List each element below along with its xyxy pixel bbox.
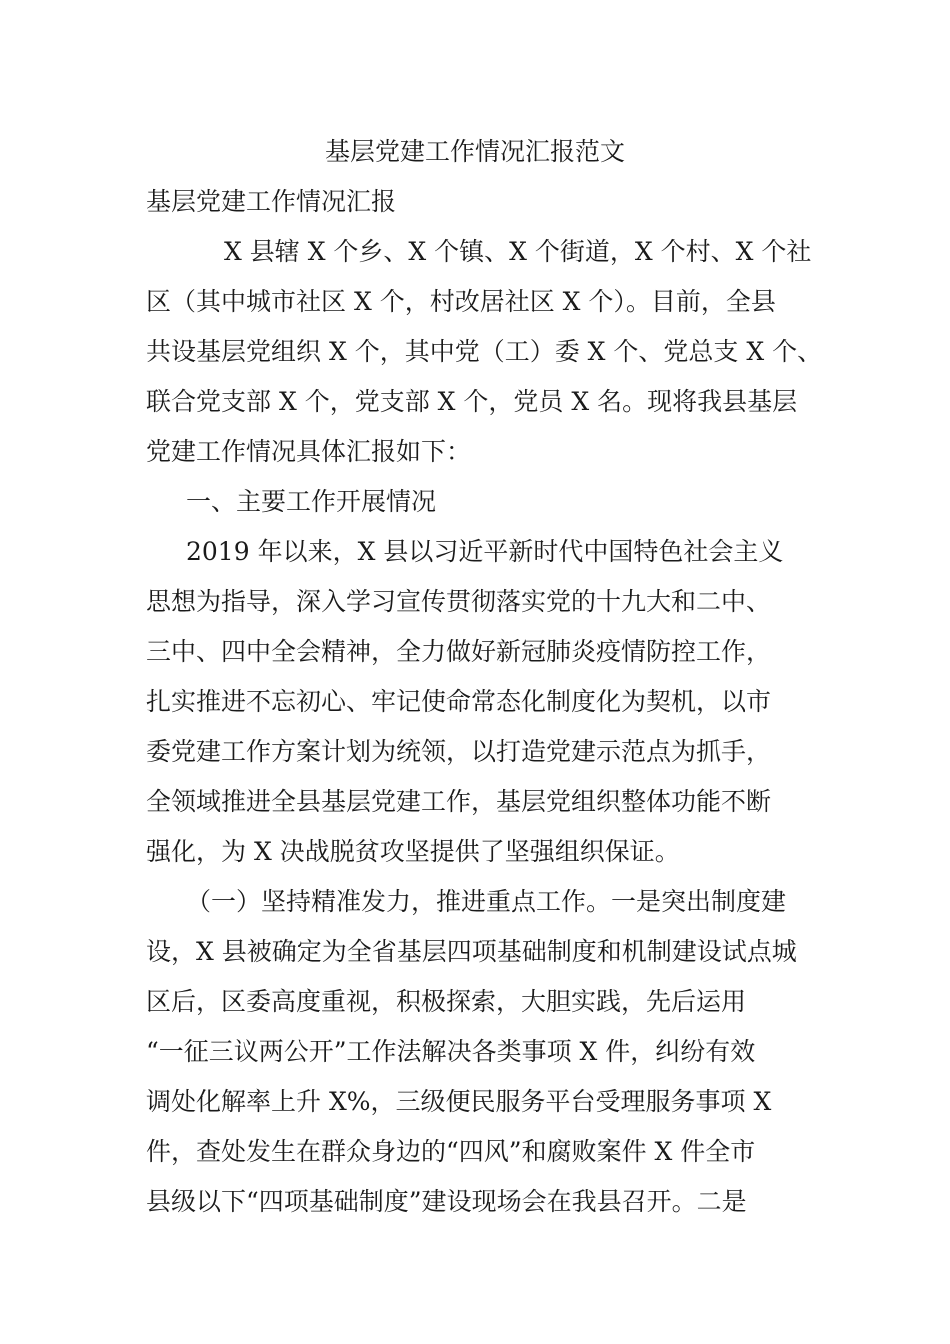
paragraph-line: 件，查处发生在群众身边的“四风”和腐败案件 X 件全市 — [146, 1137, 756, 1166]
paragraph-line: 三中、四中全会精神，全力做好新冠肺炎疫情防控工作， — [146, 637, 772, 666]
document-subtitle: 基层党建工作情况汇报 — [146, 187, 397, 216]
paragraph-line: X 县辖 X 个乡、X 个镇、X 个街道，X 个村、X 个社 — [224, 237, 812, 266]
paragraph-line: 县级以下“四项基础制度”建设现场会在我县召开。二是 — [146, 1187, 747, 1216]
paragraph-line: “一征三议两公开”工作法解决各类事项 X 件，纠纷有效 — [146, 1037, 756, 1066]
paragraph-line: 扎实推进不忘初心、牢记使命常态化制度化为契机，以市 — [146, 687, 772, 716]
paragraph-line: 调处化解率上升 X%，三级便民服务平台受理服务事项 X — [146, 1087, 772, 1116]
paragraph-line: 全领域推进全县基层党建工作，基层党组织整体功能不断 — [146, 787, 772, 816]
paragraph-line: 区后，区委高度重视，积极探索，大胆实践，先后运用 — [146, 987, 747, 1016]
paragraph-line: 委党建工作方案计划为统领，以打造党建示范点为抓手， — [146, 737, 772, 766]
paragraph-line: 2019 年以来，X 县以习近平新时代中国特色社会主义 — [186, 537, 784, 566]
paragraph-line: 党建工作情况具体汇报如下： — [146, 437, 472, 466]
paragraph-line: 设，X 县被确定为全省基层四项基础制度和机制建设试点城 — [146, 937, 797, 966]
paragraph-line: 思想为指导，深入学习宣传贯彻落实党的十九大和二中、 — [146, 587, 772, 616]
paragraph-line: 强化，为 X 决战脱贫攻坚提供了坚强组织保证。 — [146, 837, 680, 866]
paragraph-line: 区（其中城市社区 X 个，村改居社区 X 个）。目前，全县 — [146, 287, 776, 316]
paragraph-line: 联合党支部 X 个，党支部 X 个，党员 X 名。现将我县基层 — [146, 387, 798, 416]
paragraph-line: （一）坚持精准发力，推进重点工作。一是突出制度建 — [186, 887, 787, 916]
document-title: 基层党建工作情况汇报范文 — [324, 137, 625, 166]
paragraph-line: 共设基层党组织 X 个，其中党（工）委 X 个、党总支 X 个、 — [146, 337, 823, 366]
section-heading: 一、主要工作开展情况 — [186, 487, 437, 516]
